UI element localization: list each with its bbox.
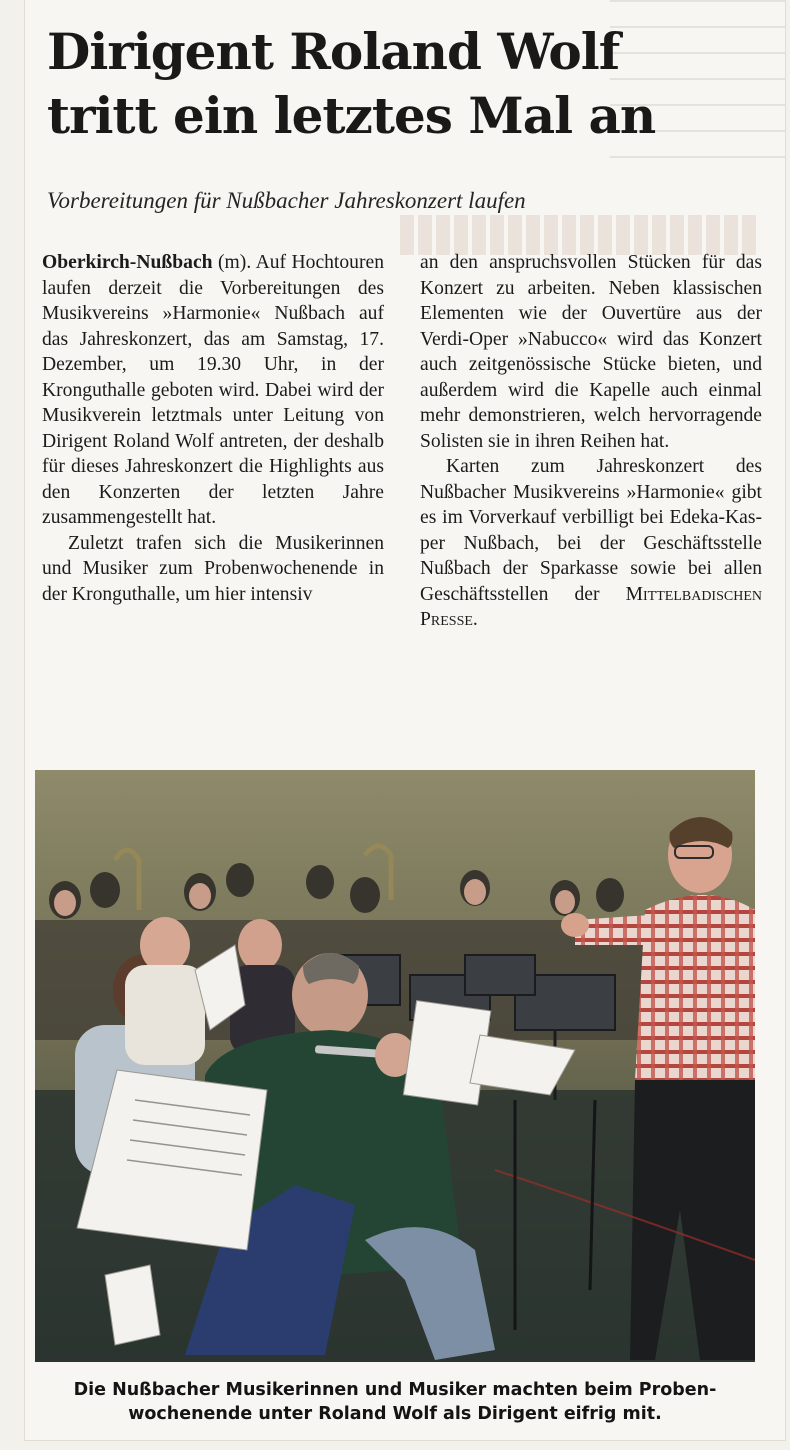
publisher-name: Mittelbadischen Presse	[420, 583, 762, 630]
article-paragraph	[42, 250, 384, 531]
article-paragraph	[420, 454, 762, 633]
article-paragraph: Zuletzt trafen sich die Musikerinnen und Musiker zum Probenwochenende in der Kronguthalle, um hier intensiv	[42, 532, 384, 605]
headline-line-2: tritt ein letztes Mal an	[47, 86, 656, 145]
headline-line-1: Dirigent Roland Wolf	[47, 22, 620, 81]
rehearsal-photo	[35, 770, 755, 1362]
neighbour-article-bleed	[400, 215, 760, 255]
article-column-2	[420, 250, 762, 633]
paragraph-end: .	[472, 609, 478, 630]
subheadline: Vorbereitungen für Nußbacher Jahreskonzert laufen	[47, 188, 526, 213]
orchestra-rehearsal-image	[35, 770, 755, 1362]
paragraph-text: Karten zum Jahreskonzert des Nußbacher Musikvereins »Harmonie« gibt es im Vorverkauf verbilligt bei Edeka-Kasper Nußbach, bei der Geschäftsstelle Nußbach der Sparkasse sowie bei allen Geschäftsstellen der	[420, 456, 762, 605]
article-paragraph: an den anspruchsvollen Stücken für das Konzert zu arbeiten. Neben klassischen Elementen wie der Ouvertüre aus der Verdi-Oper »Nabucco« wird das Konzert auch zeitgenössische Stücke bieten, und außerdem wird die Kapelle auch einmal mehr demonstrieren, welch hervorragende Solisten sie in ihren Reihen hat.	[420, 252, 762, 452]
paragraph-text: (m). Auf Hochtouren laufen derzeit die Vorbereitungen des Musikvereins »Harmonie« Nußbach auf das Jahreskonzert, das am Samstag, 17. Dezember, um 19.30 Uhr, in der Kronguthalle geboten wird. Dabei wird der Musikverein letztmals unter Leitung von Dirigent Roland Wolf antreten, der deshalb für dieses Jahreskonzert die Highlights aus den Konzerten der letzten Jahre zusammengestellt hat.	[42, 252, 384, 528]
article-column-1	[42, 250, 384, 607]
headline	[47, 20, 767, 148]
photo-caption: Die Nußbacher Musikerinnen und Musiker machten beim Probenwochenende unter Roland Wolf als Dirigent eifrig mit.	[73, 1380, 717, 1424]
dateline: Oberkirch-Nußbach	[42, 252, 213, 273]
